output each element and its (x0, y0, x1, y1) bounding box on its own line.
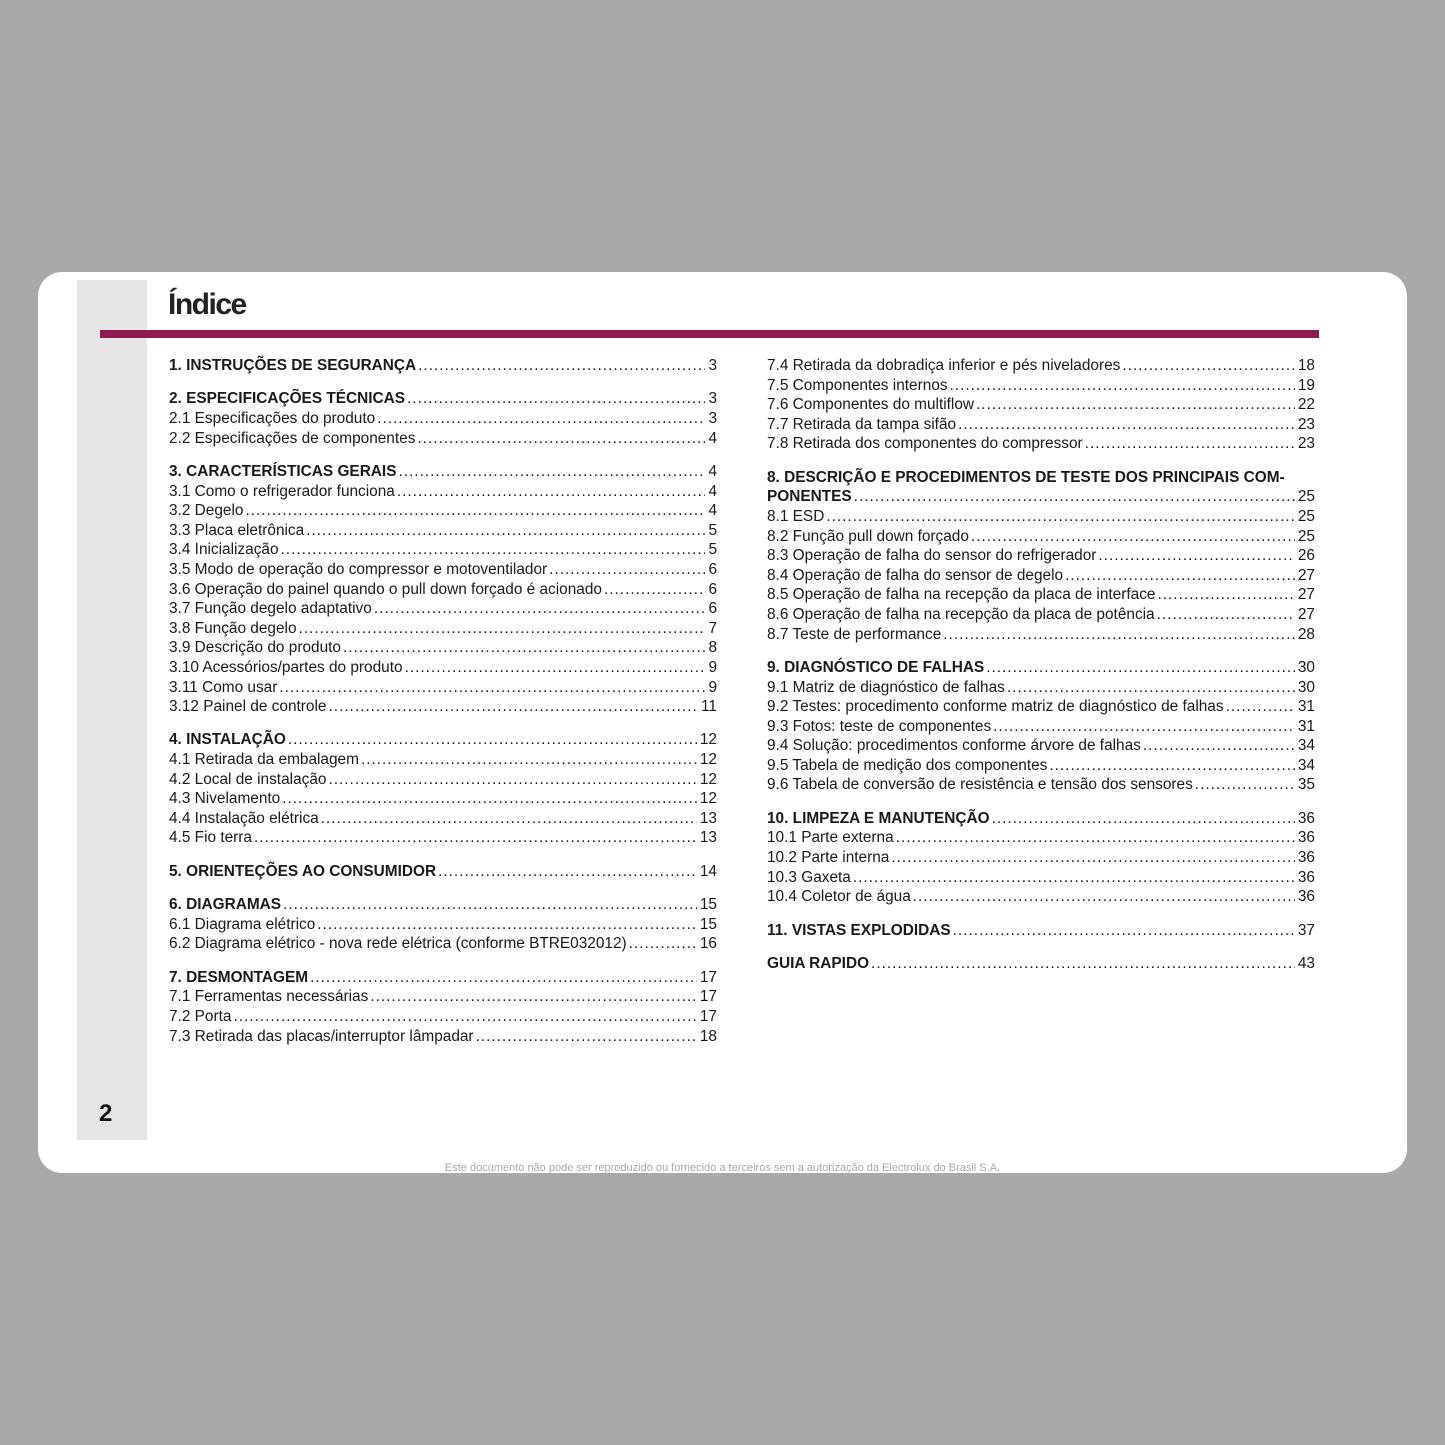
toc-entry-page: 36 (1297, 829, 1315, 847)
toc-entry[interactable] (767, 756, 1315, 776)
toc-entry-label: 3.8 Função degelo (169, 619, 297, 637)
toc-entry-label: 8.3 Operação de falha do sensor do refrigerador (767, 547, 1097, 565)
toc-entry-page: 16 (699, 935, 717, 953)
toc-entry[interactable] (169, 638, 717, 658)
toc-entry[interactable] (767, 868, 1315, 888)
toc-leader-dots (971, 527, 1295, 547)
toc-entry[interactable] (169, 619, 717, 639)
toc-entry-page: 4 (708, 462, 717, 480)
toc-entry-heading-line: 8. DESCRIÇÃO E PROCEDIMENTOS DE TESTE DOS PRINCIPAIS COM- (767, 468, 1285, 486)
toc-entry[interactable] (169, 521, 717, 541)
toc-entry-page: 34 (1297, 756, 1315, 774)
toc-entry-page: 17 (699, 968, 717, 986)
toc-entry[interactable] (169, 789, 717, 809)
toc-entry-page: 31 (1297, 717, 1315, 735)
toc-entry-page: 27 (1297, 566, 1315, 584)
toc-left-column (169, 356, 717, 1046)
toc-leader-dots (282, 789, 697, 809)
toc-entry-label: 9.3 Fotos: teste de componentes (767, 717, 992, 735)
toc-entry[interactable] (169, 429, 717, 449)
toc-entry[interactable] (767, 376, 1315, 396)
toc-entry-label: 4.2 Local de instalação (169, 770, 327, 788)
toc-entry-label: 4. INSTALAÇÃO (169, 731, 286, 749)
toc-entry[interactable] (169, 409, 717, 429)
toc-leader-dots (310, 968, 697, 988)
toc-entry[interactable] (169, 580, 717, 600)
toc-entry-page: 28 (1297, 625, 1315, 643)
toc-entry[interactable] (169, 356, 717, 376)
toc-entry-page: 27 (1297, 605, 1315, 623)
toc-entry-page: 25 (1297, 527, 1315, 545)
toc-entry-label: 7.3 Retirada das placas/interruptor lâmpadar (169, 1027, 474, 1045)
toc-entry-page: 15 (699, 896, 717, 914)
toc-entry-page: 36 (1297, 868, 1315, 886)
toc-leader-dots (306, 521, 705, 541)
toc-entry-label: 7.4 Retirada da dobradiça inferior e pés niveladores (767, 357, 1121, 374)
toc-entry-page: 18 (1297, 357, 1315, 374)
toc-entry[interactable] (169, 730, 717, 750)
toc-entry-page: 36 (1297, 888, 1315, 906)
toc-leader-dots (1157, 605, 1295, 625)
toc-leader-dots (417, 429, 705, 449)
document-page (38, 272, 1407, 1173)
toc-entry[interactable] (767, 848, 1315, 868)
toc-entry-page: 12 (699, 790, 717, 808)
toc-entry[interactable] (767, 887, 1315, 907)
toc-entry-label: 9.5 Tabela de medição dos componentes (767, 756, 1048, 774)
toc-leader-dots (279, 678, 705, 698)
page-number: 2 (99, 1100, 113, 1127)
toc-leader-dots (1122, 356, 1295, 376)
toc-entry-page: 8 (708, 639, 717, 657)
toc-entry[interactable] (169, 828, 717, 848)
toc-leader-dots (993, 717, 1295, 737)
toc-entry-label: 10.4 Coletor de água (767, 888, 911, 906)
page-title: Índice (168, 288, 246, 321)
toc-leader-dots (1065, 566, 1295, 586)
toc-entry[interactable] (169, 895, 717, 915)
toc-entry[interactable] (767, 507, 1315, 527)
toc-leader-dots (321, 809, 697, 829)
toc-entry[interactable] (767, 809, 1315, 829)
toc-leader-dots (343, 638, 705, 658)
toc-entry-label: 3.10 Acessórios/partes do produto (169, 658, 403, 676)
toc-entry-page: 25 (1297, 488, 1315, 506)
toc-entry-page: 23 (1297, 435, 1315, 453)
toc-entry[interactable] (169, 770, 717, 790)
toc-entry[interactable] (169, 599, 717, 619)
toc-leader-dots (958, 415, 1295, 435)
toc-leader-dots (283, 895, 697, 915)
toc-entry-page: 12 (699, 770, 717, 788)
toc-leader-dots (950, 376, 1295, 396)
toc-entry-page: 6 (708, 560, 717, 578)
toc-entry[interactable] (767, 678, 1315, 698)
toc-entry-label: 3.1 Como o refrigerador funciona (169, 482, 395, 500)
toc-entry[interactable] (767, 487, 1315, 507)
toc-entry-label: 9.4 Solução: procedimentos conforme árvore de falhas (767, 737, 1141, 755)
toc-leader-dots (374, 599, 706, 619)
toc-entry-page: 26 (1297, 547, 1315, 565)
toc-entry-page: 15 (699, 915, 717, 933)
toc-entry-page: 27 (1297, 586, 1315, 604)
toc-entry-label: 8.7 Teste de performance (767, 625, 942, 643)
toc-leader-dots (854, 487, 1295, 507)
toc-entry[interactable] (767, 356, 1315, 376)
toc-entry-page: 22 (1297, 396, 1315, 414)
title-divider (100, 330, 1319, 338)
toc-entry-label: 8.6 Operação de falha na recepção da placa de potência (767, 605, 1155, 623)
toc-leader-dots (405, 658, 706, 678)
toc-entry-label: 7.7 Retirada da tampa sifão (767, 415, 957, 433)
toc-entry-page: 30 (1297, 678, 1315, 696)
toc-entry-label: 6. DIAGRAMAS (169, 896, 282, 914)
toc-leader-dots (254, 828, 697, 848)
toc-leader-dots (328, 697, 698, 717)
toc-entry-page: 4 (708, 482, 717, 500)
toc-entry-page: 17 (699, 988, 717, 1006)
toc-entry-label: PONENTES (767, 488, 852, 506)
toc-entry[interactable] (767, 546, 1315, 566)
toc-entry[interactable] (169, 987, 717, 1007)
toc-entry[interactable] (169, 750, 717, 770)
toc-entry-label: 10.3 Gaxeta (767, 868, 851, 886)
toc-entry-label: 3.11 Como usar (169, 678, 278, 696)
toc-leader-dots (398, 462, 705, 482)
toc-leader-dots (896, 828, 1295, 848)
toc-entry-label: 3.4 Inicialização (169, 541, 279, 559)
toc-entry-label: 8.1 ESD (767, 507, 825, 525)
toc-entry[interactable] (169, 809, 717, 829)
toc-entry[interactable] (767, 954, 1315, 974)
toc-entry-label: 10.1 Parte externa (767, 829, 894, 847)
toc-entry-label: 3. CARACTERÍSTICAS GERAIS (169, 462, 397, 480)
toc-leader-dots (299, 619, 706, 639)
toc-entry[interactable] (767, 775, 1315, 795)
toc-entry[interactable] (169, 934, 717, 954)
toc-entry[interactable] (169, 968, 717, 988)
toc-leader-dots (629, 934, 697, 954)
toc-entry[interactable] (767, 717, 1315, 737)
toc-entry-label: 4.3 Nivelamento (169, 790, 281, 808)
toc-entry-label: 7.1 Ferramentas necessárias (169, 988, 369, 1006)
toc-leader-dots (288, 730, 697, 750)
toc-entry[interactable] (169, 862, 717, 882)
toc-entry-label: GUIA RAPIDO (767, 955, 870, 973)
toc-entry-label: 2.2 Especificações de componentes (169, 429, 416, 447)
toc-entry-label: 7.6 Componentes do multiflow (767, 396, 975, 414)
toc-entry[interactable] (767, 697, 1315, 717)
toc-entry-label: 3.2 Degelo (169, 502, 244, 520)
toc-leader-dots (370, 987, 697, 1007)
toc-entry-page: 35 (1297, 776, 1315, 794)
toc-entry[interactable] (767, 625, 1315, 645)
toc-leader-dots (361, 750, 697, 770)
toc-entry[interactable] (169, 1007, 717, 1027)
toc-entry-label: 9.6 Tabela de conversão de resistência e tensão dos sensores (767, 776, 1193, 794)
toc-entry[interactable] (767, 566, 1315, 586)
toc-entry-page: 11 (701, 698, 717, 716)
toc-leader-dots (1226, 697, 1295, 717)
toc-entry-page: 5 (708, 521, 717, 539)
toc-entry-label: 2.1 Especificações do produto (169, 409, 376, 427)
toc-entry-label: 6.1 Diagrama elétrico (169, 915, 316, 933)
toc-leader-dots (976, 395, 1295, 415)
toc-entry[interactable] (169, 697, 717, 717)
toc-entry-page: 25 (1297, 507, 1315, 525)
toc-entry-page: 17 (699, 1008, 717, 1025)
toc-leader-dots (871, 954, 1295, 974)
toc-entry[interactable] (169, 482, 717, 502)
toc-leader-dots (328, 770, 696, 790)
toc-entry-page: 13 (699, 809, 717, 827)
toc-entry-page: 5 (708, 541, 717, 559)
toc-entry[interactable] (767, 434, 1315, 454)
toc-leader-dots (986, 658, 1295, 678)
toc-entry[interactable] (767, 736, 1315, 756)
toc-entry-label: 10. LIMPEZA E MANUTENÇÃO (767, 809, 990, 827)
toc-entry-label: 3.3 Placa eletrônica (169, 521, 305, 539)
toc-entry-label: 3.9 Descrição do produto (169, 639, 341, 657)
toc-leader-dots (377, 409, 705, 429)
toc-entry-page: 36 (1297, 849, 1315, 867)
toc-entry-label: 9.1 Matriz de diagnóstico de falhas (767, 678, 1005, 696)
toc-entry-label: 6.2 Diagrama elétrico - nova rede elétrica (conforme BTRE032012) (169, 935, 627, 953)
toc-leader-dots (853, 868, 1295, 888)
toc-entry-page: 4 (708, 429, 717, 447)
toc-entry[interactable] (169, 678, 717, 698)
toc-entry-page: 6 (708, 600, 717, 618)
toc-entry-page: 3 (708, 409, 717, 427)
toc-leader-dots (317, 915, 697, 935)
toc-entry[interactable] (767, 605, 1315, 625)
toc-leader-dots (476, 1027, 697, 1047)
toc-entry-label: 1. INSTRUÇÕES DE SEGURANÇA (169, 357, 417, 374)
toc-entry-label: 5. ORIENTEÇÕES AO CONSUMIDOR (169, 862, 437, 880)
toc-entry[interactable] (767, 415, 1315, 435)
toc-entry-page: 34 (1297, 737, 1315, 755)
toc-entry-page: 6 (708, 580, 717, 598)
toc-entry[interactable] (169, 462, 717, 482)
toc-entry-page: 3 (708, 357, 717, 374)
toc-leader-dots (1007, 678, 1295, 698)
toc-leader-dots (438, 862, 697, 882)
toc-leader-dots (826, 507, 1295, 527)
toc-entry-page: 37 (1297, 921, 1315, 939)
toc-entry[interactable] (767, 585, 1315, 605)
toc-leader-dots (943, 625, 1295, 645)
toc-leader-dots (891, 848, 1295, 868)
toc-entry-page: 36 (1297, 809, 1315, 827)
toc-entry[interactable] (767, 658, 1315, 678)
toc-entry[interactable] (767, 527, 1315, 547)
toc-entry-label: 4.5 Fio terra (169, 829, 252, 847)
toc-entry-label: 7. DESMONTAGEM (169, 968, 309, 986)
toc-leader-dots (281, 540, 706, 560)
toc-entry[interactable] (767, 828, 1315, 848)
toc-entry[interactable] (767, 921, 1315, 941)
toc-entry-page: 12 (699, 751, 717, 769)
toc-entry-page: 30 (1297, 658, 1315, 676)
footer-disclaimer: Este documento não pode ser reproduzido ou fornecido a terceiros sem a autorização da Electrolux do Brasil S.A. (444, 1162, 1001, 1173)
toc-leader-dots (992, 809, 1295, 829)
toc-leader-dots (549, 560, 705, 580)
toc-entry-label: 8.4 Operação de falha do sensor de degelo (767, 566, 1064, 584)
toc-entry[interactable] (169, 658, 717, 678)
toc-entry-label: 9. DIAGNÓSTICO DE FALHAS (767, 658, 985, 676)
toc-leader-dots (1049, 756, 1295, 776)
toc-leader-dots (1085, 434, 1295, 454)
toc-leader-dots (953, 921, 1295, 941)
toc-entry-label: 7.5 Componentes internos (767, 376, 948, 394)
toc-entry-label: 11. VISTAS EXPLODIDAS (767, 921, 951, 939)
toc-entry-page: 14 (699, 862, 717, 880)
toc-entry-page: 3 (708, 390, 717, 408)
toc-entry-label: 2. ESPECIFICAÇÕES TÉCNICAS (169, 390, 406, 408)
toc-entry-label: 4.4 Instalação elétrica (169, 809, 319, 827)
toc-entry-page: 23 (1297, 415, 1315, 433)
toc-entry[interactable] (169, 1027, 717, 1047)
toc-entry-label: 9.2 Testes: procedimento conforme matriz de diagnóstico de falhas (767, 698, 1224, 716)
toc-entry-label: 3.5 Modo de operação do compressor e motoventilador (169, 560, 548, 578)
toc-right-column (767, 356, 1315, 974)
toc-leader-dots (407, 389, 705, 409)
toc-entry[interactable] (169, 560, 717, 580)
toc-entry-page: 9 (708, 678, 717, 696)
toc-leader-dots (245, 501, 705, 521)
toc-entry-label: 3.6 Operação do painel quando o pull down forçado é acionado (169, 580, 602, 598)
toc-entry-page: 4 (708, 502, 717, 520)
toc-entry[interactable] (169, 915, 717, 935)
toc-entry-page: 43 (1297, 955, 1315, 973)
toc-entry[interactable] (767, 395, 1315, 415)
toc-leader-dots (233, 1007, 696, 1027)
toc-entry[interactable] (169, 389, 717, 409)
toc-entry-label: 7.8 Retirada dos componentes do compressor (767, 435, 1083, 453)
toc-entry-label: 10.2 Parte interna (767, 849, 890, 867)
toc-entry-page: 12 (699, 731, 717, 749)
toc-entry-label: 3.7 Função degelo adaptativo (169, 600, 372, 618)
toc-leader-dots (913, 887, 1295, 907)
toc-entry-page: 19 (1297, 376, 1315, 394)
toc-leader-dots (604, 580, 705, 600)
sidebar-strip (77, 280, 147, 1140)
toc-entry-page: 31 (1297, 698, 1315, 716)
toc-leader-dots (418, 356, 705, 376)
toc-entry-label: 4.1 Retirada da embalagem (169, 751, 359, 769)
toc-leader-dots (1195, 775, 1295, 795)
toc-entry-label: 7.2 Porta (169, 1008, 232, 1025)
toc-entry[interactable] (169, 540, 717, 560)
toc-leader-dots (1143, 736, 1295, 756)
toc-leader-dots (397, 482, 706, 502)
toc-entry-page: 9 (708, 658, 717, 676)
toc-entry-page: 18 (699, 1027, 717, 1045)
toc-entry-label: 3.12 Painel de controle (169, 698, 327, 716)
toc-entry-page: 13 (699, 829, 717, 847)
toc-entry-label: 8.2 Função pull down forçado (767, 527, 969, 545)
toc-entry-label: 8.5 Operação de falha na recepção da placa de interface (767, 586, 1156, 604)
toc-leader-dots (1098, 546, 1294, 566)
toc-leader-dots (1157, 585, 1294, 605)
toc-entry-page: 7 (708, 619, 717, 637)
toc-entry[interactable] (169, 501, 717, 521)
